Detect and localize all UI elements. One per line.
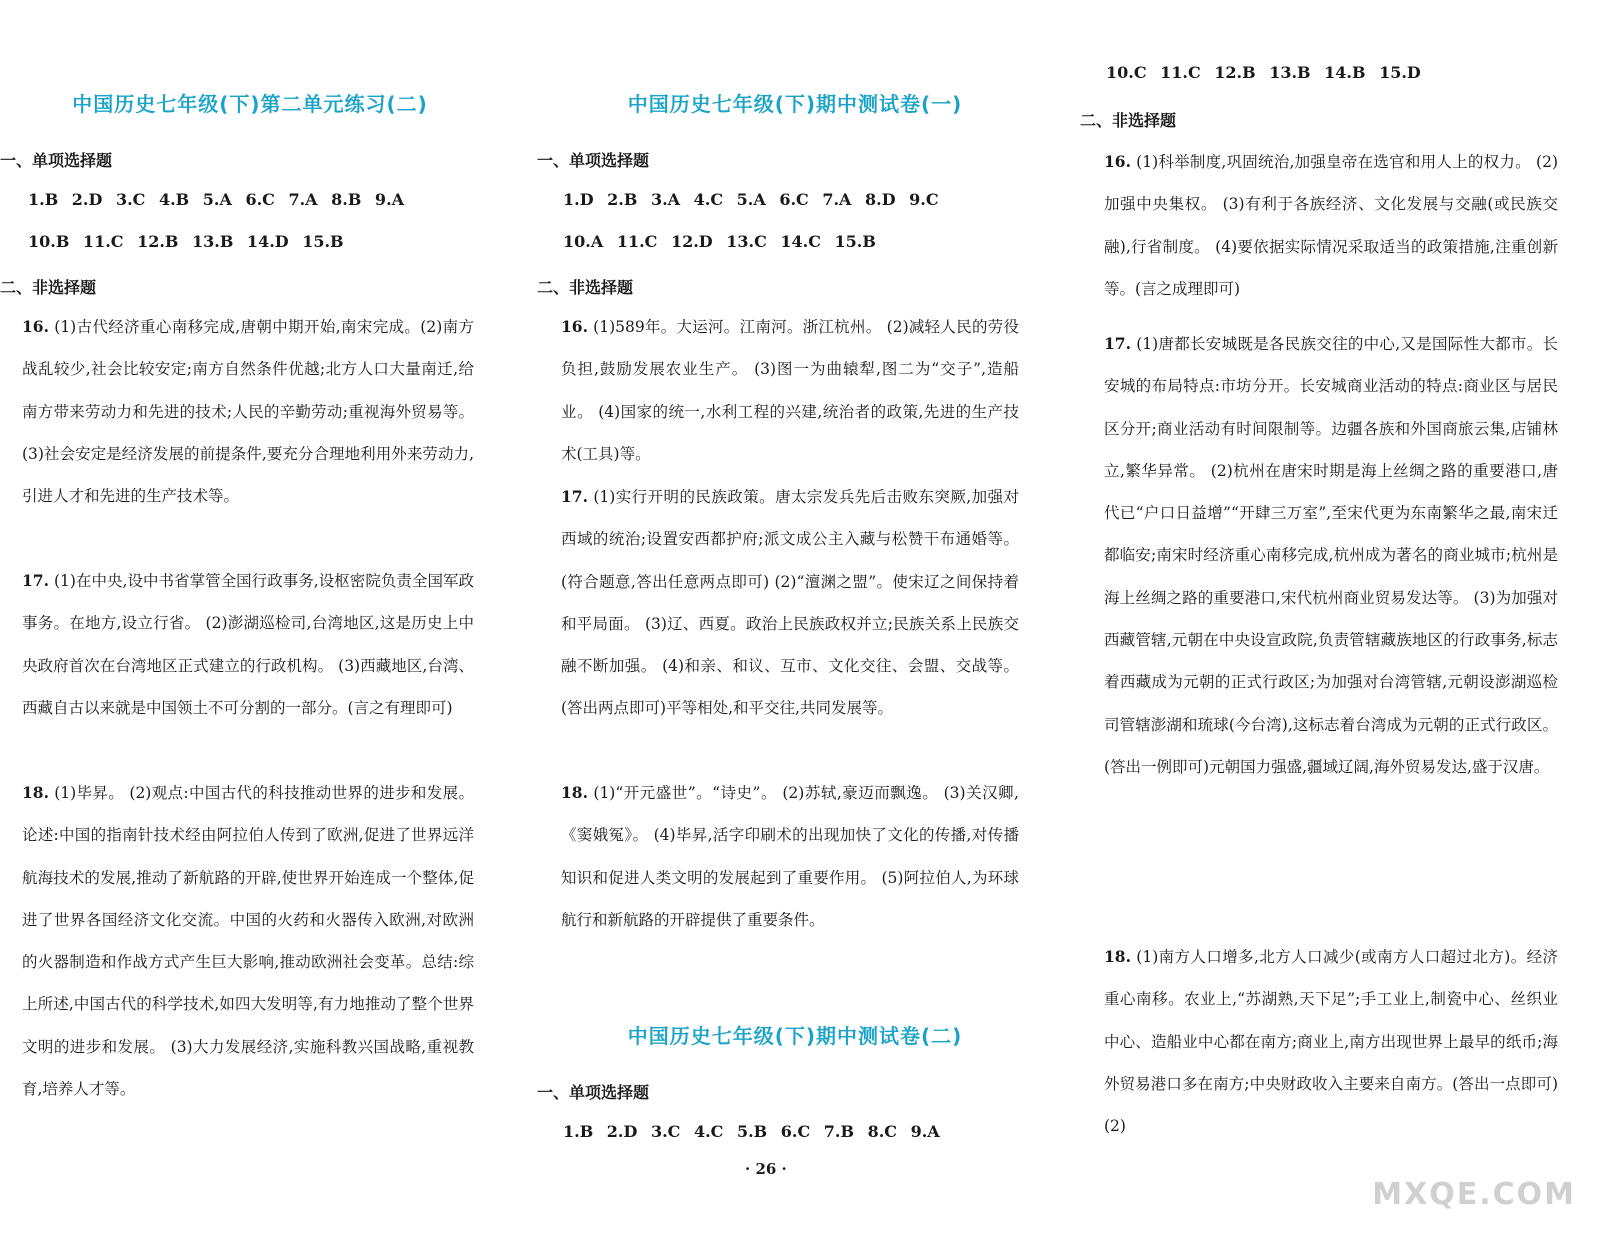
section-title: 中国历史七年级(下)期中测试卷(二): [627, 1024, 963, 1048]
heading-non-choice: 二、非选择题: [1080, 111, 1177, 130]
answer-text: (1)毕昇。 (2)观点:中国古代的科技推动世界的进步和发展。论述:中国的指南针技术经由阿拉伯人传到了欧洲,促进了世界远洋航海技术的发展,推动了新航路的开辟,使世界开始连成一个整体,促进了世界各国经济文化交流。中国的火药和火器传入欧洲,对欧洲的火器制造和作战方式产生巨大影响,推动欧洲社会变革。总结:综上所述,中国古代的科学技术,如四大发明等,有力地推动了整个世界文明的进步和发展。 (3)大力发展经济,实施科教兴国战略,重视教育,培养人才等。: [22, 784, 474, 1099]
section-title: 中国历史七年级(下)第二单元练习(二): [72, 92, 428, 116]
question-number: 18.: [561, 783, 588, 802]
question-16: [561, 306, 1019, 475]
answer-row: 10.A 11.C 12.D 13.C 14.C 15.B: [563, 232, 876, 251]
heading-single-choice: 一、单项选择题: [0, 151, 113, 170]
question-17: [561, 476, 1019, 730]
watermark: MXQE.COM: [1372, 1177, 1576, 1212]
answer-text: (1)“开元盛世”。“诗史”。 (2)苏轼,豪迈而飘逸。 (3)关汉卿,《窦娥冤》。 (4)毕昇,活字印刷术的出现加快了文化的传播,对传播知识和促进人类文明的发展起到了重要作用。 (5)阿拉伯人,为环球航行和新航路的开辟提供了重要条件。: [561, 784, 1019, 929]
heading-single-choice: 一、单项选择题: [537, 151, 650, 170]
answer-row: 10.C 11.C 12.B 13.B 14.B 15.D: [1106, 63, 1421, 82]
question-number: 17.: [561, 487, 588, 506]
answer-text: (1)589年。大运河。江南河。浙江杭州。 (2)减轻人民的劳役负担,鼓励发展农业生产。 (3)图一为曲辕犁,图二为“交子”,造船业。 (4)国家的统一,水利工程的兴建,统治者的政策,先进的生产技术(工具)等。: [561, 318, 1019, 463]
page-number: · 26 ·: [745, 1160, 787, 1178]
question-18: [1104, 936, 1558, 1147]
question-17: [22, 560, 474, 729]
answer-text: (1)南方人口增多,北方人口减少(或南方人口超过北方)。经济重心南移。农业上,“苏湖熟,天下足”;手工业上,制瓷中心、丝织业中心、造船业中心都在南方;商业上,南方出现世界上最早的纸币;海外贸易港口多在南方;中央财政收入主要来自南方。(答出一点即可) (2): [1104, 948, 1558, 1136]
question-number: 18.: [1104, 947, 1131, 966]
question-17: [1104, 323, 1558, 788]
question-number: 16.: [1104, 152, 1131, 171]
heading-non-choice: 二、非选择题: [0, 278, 97, 297]
heading-single-choice: 一、单项选择题: [537, 1083, 650, 1102]
section-title: 中国历史七年级(下)期中测试卷(一): [627, 92, 963, 116]
answer-row: 1.D 2.B 3.A 4.C 5.A 6.C 7.A 8.D 9.C: [563, 190, 939, 209]
question-16: [1104, 141, 1558, 310]
question-18: [561, 772, 1019, 941]
question-number: 17.: [1104, 334, 1131, 353]
answer-text: (1)在中央,设中书省掌管全国行政事务,设枢密院负责全国军政事务。在地方,设立行省。 (2)澎湖巡检司,台湾地区,这是历史上中央政府首次在台湾地区正式建立的行政机构。 (3)西藏地区,台湾、西藏自古以来就是中国领土不可分割的一部分。(言之有理即可): [22, 572, 475, 717]
answer-text: (1)古代经济重心南移完成,唐朝中期开始,南宋完成。(2)南方战乱较少,社会比较安定;南方自然条件优越;北方人口大量南迁,给南方带来劳动力和先进的技术;人民的辛勤劳动;重视海外贸易等。 (3)社会安定是经济发展的前提条件,要充分合理地利用外来劳动力,引进人才和先进的生产技术等。: [22, 318, 474, 506]
question-number: 18.: [22, 783, 49, 802]
answer-row: 1.B 2.D 3.C 4.B 5.A 6.C 7.A 8.B 9.A: [28, 190, 405, 209]
question-18: [22, 772, 474, 1110]
answer-text: (1)唐都长安城既是各民族交往的中心,又是国际性大都市。长安城的布局特点:市坊分开。长安城商业活动的特点:商业区与居民区分开;商业活动有时间限制等。边疆各族和外国商旅云集,店铺林立,繁华异常。 (2)杭州在唐宋时期是海上丝绸之路的重要港口,唐代已“户口日益增”“开肆三万室”,至宋代更为东南繁华之最,南宋迁都临安;南宋时经济重心南移完成,杭州成为著名的商业城市;杭州是海上丝绸之路的重要港口,宋代杭州商业贸易发达等。 (3)为加强对西藏管辖,元朝在中央设宣政院,负责管辖藏族地区的行政事务,标志着西藏成为元朝的正式行政区;为加强对台湾管辖,元朝设澎湖巡检司管辖澎湖和琉球(今台湾),这标志着台湾成为元朝的正式行政区。(答出一例即可)元朝国力强盛,疆域辽阔,海外贸易发达,盛于汉唐。: [1104, 335, 1558, 776]
answer-row: 1.B 2.D 3.C 4.C 5.B 6.C 7.B 8.C 9.A: [563, 1122, 940, 1141]
question-number: 17.: [22, 571, 49, 590]
answer-text: (1)科举制度,巩固统治,加强皇帝在选官和用人上的权力。 (2)加强中央集权。 (3)有利于各族经济、文化发展与交融(或民族交融),行省制度。 (4)要依据实际情况采取适当的政策措施,注重创新等。(言之成理即可): [1104, 153, 1558, 298]
heading-non-choice: 二、非选择题: [537, 278, 634, 297]
question-number: 16.: [561, 317, 588, 336]
answer-row: 10.B 11.C 12.B 13.B 14.D 15.B: [28, 232, 344, 251]
question-16: [22, 306, 474, 517]
question-number: 16.: [22, 317, 49, 336]
answer-text: (1)实行开明的民族政策。唐太宗发兵先后击败东突厥,加强对西域的统治;设置安西都护府;派文成公主入藏与松赞干布通婚等。(符合题意,答出任意两点即可) (2)“澶渊之盟”。使宋辽之间保持着和平局面。 (3)辽、西夏。政治上民族政权并立;民族关系上民族交融不断加强。 (4)和亲、和议、互市、文化交往、会盟、交战等。(答出两点即可)平等相处,和平交往,共同发展等。: [561, 488, 1019, 718]
